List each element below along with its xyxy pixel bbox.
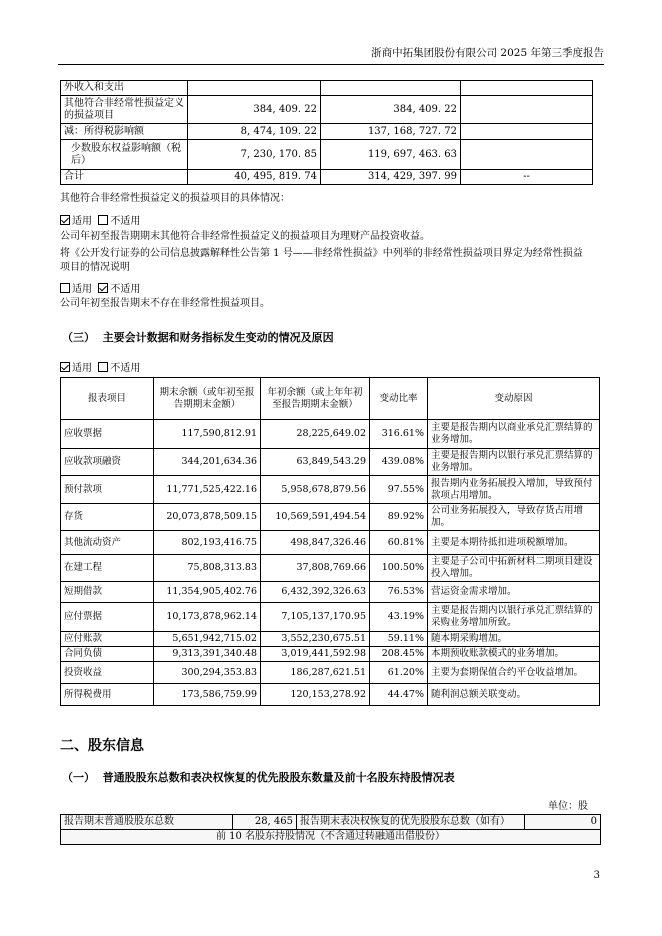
cell-item: 预付款项 xyxy=(61,476,154,504)
applicable-checkbox-1: 适用 不适用 xyxy=(60,212,140,227)
para-classification-2: 项目的情况说明 xyxy=(60,262,130,273)
cell-rate: 316.61% xyxy=(370,420,428,449)
row-label: 外收入和支出 xyxy=(61,81,188,96)
cell-begin: 6,432,392,326.63 xyxy=(261,582,370,603)
shareholder-table xyxy=(60,814,601,845)
table-row xyxy=(61,647,600,662)
non-recurring-table xyxy=(60,80,593,185)
cell-reason: 公司业务拓展投入，导致存货占用增加。 xyxy=(428,504,600,531)
cell-begin: 498,847,326.46 xyxy=(261,531,370,555)
cell-item: 短期借款 xyxy=(61,582,154,603)
col-header: 期末余额（或年初至报告期期末金额） xyxy=(154,378,261,420)
cell-begin: 10,569,591,494.54 xyxy=(261,504,370,531)
table-row: 合计 40, 495, 819. 74 314, 429, 397. 99 -- xyxy=(61,170,593,185)
page-number: 3 xyxy=(593,870,600,881)
cell-rate: 76.53% xyxy=(370,582,428,603)
cell-rate: 100.50% xyxy=(370,555,428,582)
cell-end: 117,590,812.91 xyxy=(154,420,261,449)
cell-reason: 随利润总额关联变动。 xyxy=(428,684,600,706)
para-detail: 公司年初至报告期期末其他符合非经常性损益定义的损益项目为理财产品投资收益。 xyxy=(60,231,430,242)
table-row: 前 10 名股东持股情况（不含通过转融通出借股份） xyxy=(61,830,601,845)
cell-end: 11,354,905,402.76 xyxy=(154,582,261,603)
cell-begin: 3,019,441,592.98 xyxy=(261,647,370,662)
table-row: 其他符合非经常性损益定义的损益项目 384, 409. 22 384, 409. 22 xyxy=(61,96,593,124)
cell-reason: 主要是本期待抵扣进项税额增加。 xyxy=(428,531,600,555)
table-header-row xyxy=(61,378,600,420)
cell-begin: 63,849,543.29 xyxy=(261,449,370,476)
cell-begin: 186,287,621.51 xyxy=(261,662,370,684)
cell-item: 在建工程 xyxy=(61,555,154,582)
table-row xyxy=(61,603,600,632)
cell-item: 应付账款 xyxy=(61,632,154,647)
table-row: 报告期末普通股股东总数 28, 465 报告期末表决权恢复的优先股股东总数（如有） 0 xyxy=(61,815,601,830)
applicable-checkbox-3: 适用 不适用 xyxy=(60,359,140,374)
section-heading-3: （三） 主要会计数据和财务指标发生变动的情况及原因 xyxy=(62,331,334,344)
row-label: 减：所得税影响额 xyxy=(61,124,188,140)
cell-reason: 主要是子公司中拓新材料二期项目建设投入增加。 xyxy=(428,555,600,582)
table-row xyxy=(61,632,600,647)
header-rule xyxy=(58,64,604,65)
cell-end: 5,651,942,715.02 xyxy=(154,632,261,647)
page-header: 浙商中拓集团股份有限公司 2025 年第三季度报告 xyxy=(371,47,604,59)
col-header: 报表项目 xyxy=(61,378,154,420)
para-none: 公司年初至报告期末不存在非经常性损益项目。 xyxy=(60,298,270,309)
cell-begin: 7,105,137,170.95 xyxy=(261,603,370,632)
table-row: 少数股东权益影响额（税后） 7, 230, 170. 85 119, 697, 463. 63 xyxy=(61,140,593,170)
cell-rate: 61.20% xyxy=(370,662,428,684)
row-label: 少数股东权益影响额（税后） xyxy=(61,140,188,170)
col-header: 变动原因 xyxy=(428,378,600,420)
cell-begin: 3,552,230,675.51 xyxy=(261,632,370,647)
cell-rate: 60.81% xyxy=(370,531,428,555)
unchecked-box-icon xyxy=(60,283,70,293)
cell-item: 存货 xyxy=(61,504,154,531)
cell-rate: 97.55% xyxy=(370,476,428,504)
cell-item: 应收票据 xyxy=(61,420,154,449)
cell-reason: 主要是报告期内以银行承兑汇票结算的采购业务增加所致。 xyxy=(428,603,600,632)
cell-item: 应付票据 xyxy=(61,603,154,632)
cell-end: 20,073,878,509.15 xyxy=(154,504,261,531)
cell-reason: 主要是报告期内以商业承兑汇票结算的业务增加。 xyxy=(428,420,600,449)
cell-reason: 主要为套期保值合约平仓收益增加。 xyxy=(428,662,600,684)
cell-rate: 439.08% xyxy=(370,449,428,476)
cell-end: 802,193,416.75 xyxy=(154,531,261,555)
section-two-heading: 二、股东信息 xyxy=(60,738,144,754)
table-row xyxy=(61,420,600,449)
cell-reason: 本期预收账款模式的业务增加。 xyxy=(428,647,600,662)
cell-item: 其他流动资产 xyxy=(61,531,154,555)
cell-end: 11,771,525,422.16 xyxy=(154,476,261,504)
cell-item: 投资收益 xyxy=(61,662,154,684)
cell-begin: 28,225,649.02 xyxy=(261,420,370,449)
table-row xyxy=(61,662,600,684)
checked-box-icon xyxy=(60,215,70,225)
change-analysis-table xyxy=(60,377,600,706)
col-header: 年初余额（或上年年初至报告期期末金额） xyxy=(261,378,370,420)
unchecked-box-icon xyxy=(98,215,108,225)
cell-rate: 208.45% xyxy=(370,647,428,662)
cell-end: 344,201,634.36 xyxy=(154,449,261,476)
table-row xyxy=(61,684,600,706)
table-row: 减：所得税影响额 8, 474, 109. 22 137, 168, 727. 72 xyxy=(61,124,593,140)
cell-reason: 营运资金需求增加。 xyxy=(428,582,600,603)
cell-begin: 120,153,278.92 xyxy=(261,684,370,706)
checked-box-icon xyxy=(98,283,108,293)
cell-begin: 37,808,769.66 xyxy=(261,555,370,582)
cell-item: 合同负债 xyxy=(61,647,154,662)
table-row xyxy=(61,531,600,555)
table-row xyxy=(61,449,600,476)
cell-rate: 43.19% xyxy=(370,603,428,632)
cell-item: 所得税费用 xyxy=(61,684,154,706)
row-label: 合计 xyxy=(61,170,188,185)
para-classification-1: 将《公开发行证券的公司信息披露解释性公告第 1 号——非经常性损益》中列举的非经常性损益项目界定为经常性损益 xyxy=(60,248,583,259)
cell-rate: 89.92% xyxy=(370,504,428,531)
cell-rate: 59.11% xyxy=(370,632,428,647)
cell-end: 10,173,878,962.14 xyxy=(154,603,261,632)
table-row xyxy=(61,504,600,531)
para-detail-intro: 其他符合非经常性损益定义的损益项目的具体情况： xyxy=(60,193,290,204)
cell-end: 9,313,391,340.48 xyxy=(154,647,261,662)
table-row xyxy=(61,582,600,603)
table-row xyxy=(61,81,593,96)
cell-rate: 44.47% xyxy=(370,684,428,706)
col-header: 变动比率 xyxy=(370,378,428,420)
row-label: 其他符合非经常性损益定义的损益项目 xyxy=(61,96,188,124)
cell-item: 应收款项融资 xyxy=(61,449,154,476)
table-row xyxy=(61,476,600,504)
cell-reason: 主要是报告期内以银行承兑汇票结算的业务增加。 xyxy=(428,449,600,476)
cell-end: 173,586,759.99 xyxy=(154,684,261,706)
section-heading-2-1: （一） 普通股股东总数和表决权恢复的优先股股东数量及前十名股东持股情况表 xyxy=(62,771,455,784)
cell-begin: 5,958,678,879.56 xyxy=(261,476,370,504)
cell-end: 300,294,353.83 xyxy=(154,662,261,684)
table-row xyxy=(61,555,600,582)
cell-end: 75,808,313.83 xyxy=(154,555,261,582)
checked-box-icon xyxy=(60,362,70,372)
applicable-checkbox-2: 适用 不适用 xyxy=(60,280,140,295)
cell-reason: 报告期内业务拓展投入增加，导致预付款项占用增加。 xyxy=(428,476,600,504)
unchecked-box-icon xyxy=(98,362,108,372)
unit-label: 单位：股 xyxy=(548,801,588,812)
cell-reason: 随本期采购增加。 xyxy=(428,632,600,647)
